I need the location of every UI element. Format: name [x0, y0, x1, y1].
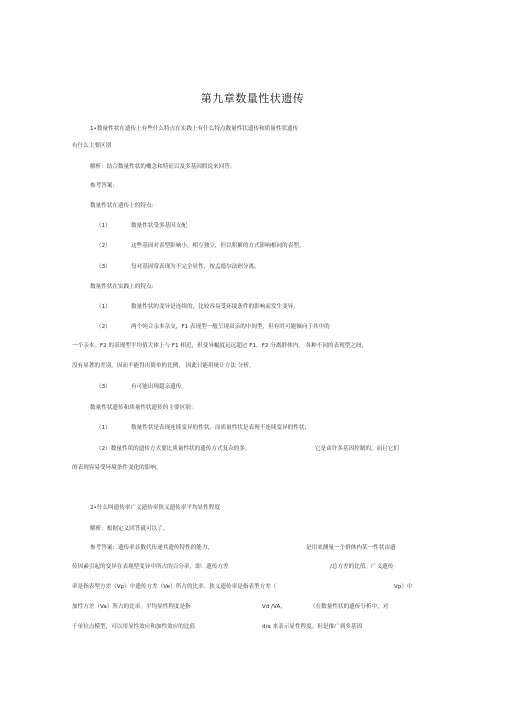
q1-g1-num: （1） — [96, 223, 111, 229]
q1-p3-num: （3） — [96, 384, 111, 390]
q1-p2-text: 两个纯合亲本杂交，F1 表现型一般呈现双亲的中间型，但有时可能倾向于其中的 — [131, 324, 330, 330]
q1-g2-num: （2） — [96, 243, 111, 249]
q1-analysis: 解析：结合数量性状的概念和特征以及多基因假说来回答。 — [90, 164, 236, 170]
q1-g3-text: 每对基因常表现为不完全显性，按孟德尔法则分离。 — [131, 264, 260, 270]
q1-d1-num: （1） — [96, 425, 111, 431]
q1-d2-text-a: （2）数量性状的遗传方式要比质量性状的遗传方式复杂的多， — [96, 446, 251, 452]
q2-answer-line3b: Vp）中 — [394, 584, 413, 590]
q1-d2-text-b: 它是由许多基因控制的，而且它们 — [315, 446, 399, 452]
q2-answer-line3a: 率是指表型方差（Vp）中遗传方差（Ve）所占的比率。狭义遗传率是指表型方差（ — [72, 584, 277, 590]
q1-question-line2: 有什么主要区别 — [72, 143, 112, 149]
q2-answer-line2a: 传因素引起的变异在表现型变异中所占的百分率，即：遗传方差 — [72, 564, 229, 570]
q1-genetic-heading: 数量性状在遗传上的特点： — [90, 203, 158, 209]
q2-answer-line4b: Vd /VA, — [262, 604, 283, 610]
q2-answer-line2b: /总方差的比值。广义遗传 — [330, 564, 394, 570]
q2-answer-line5b: d/a 来表示显性程度。但是推广到多基因 — [262, 624, 363, 630]
q2-answer-line5a: 于单位点模型，可以用显性效应和加性效应的比值 — [72, 624, 196, 630]
chapter-title: 第九章数量性状遗传 — [200, 92, 305, 105]
q1-p1-num: （1） — [96, 304, 111, 310]
q1-g3-num: （3） — [96, 264, 111, 270]
q2-answer-line1b: 是用来测量一个群体内某一性状由遗 — [306, 545, 396, 551]
q1-p3-text: 有可能出现超亲遗传。 — [131, 384, 187, 390]
q1-g1-text: 数量性状受多基因支配 — [131, 223, 187, 229]
q2-answer-line1a: 参考答案：遗传率首数代传递其遗传特性的能力， — [90, 545, 214, 551]
q2-answer-line4a: 加性方差（Va）所占的比率。平均显性程度是指 — [72, 604, 191, 610]
q2-question: 2•什么叫遗传率广义遗传率狭义遗传率平均显性程度 — [90, 505, 220, 511]
q1-question-line1: 1•数量性状在遗传上有些什么特点在实践上有什么特点数量性状遗传和质量性状遗传 — [90, 126, 299, 132]
q1-d2-cont: 的表现容易受环境条件变化的影响。 — [72, 465, 162, 471]
q1-p2-cont2: 没有显著的差别，因而不能得出简单的比例， 因此只能用统计方法 分析。 — [72, 363, 255, 369]
q1-p2-num: （2） — [96, 324, 111, 330]
q1-practice-heading: 数量性状在实践上的特点： — [90, 284, 158, 290]
q1-p1-text: 数量性状的变异是连续的，比较容易受环境条件的影响而发生变异。 — [131, 304, 299, 310]
q1-answer-label: 参考答案： — [90, 183, 118, 189]
q1-d1-text: 数量性状是表现连续变异的性状，而质量性状是表现不连续变异的性状； — [131, 425, 311, 431]
q1-p2-cont1: 一个亲本。F2 的表现型平均值大体上与 F1 相近，但变异幅度远远超过 F1。F2 分离群体内， 各种不同的表现型之间， — [72, 343, 368, 349]
q2-analysis: 解析：根据定义回答就可以了。 — [90, 526, 169, 532]
q2-answer-line4c: （在数量性状的遗传分析中，对 — [310, 604, 389, 610]
q1-diff-heading: 数量性状遗传和质量性状遗传的主要区别： — [90, 405, 197, 411]
q1-g2-text: 这些基因对表型影响小，相互独立，但以积累的方式影响相同的表型。 — [131, 243, 305, 249]
